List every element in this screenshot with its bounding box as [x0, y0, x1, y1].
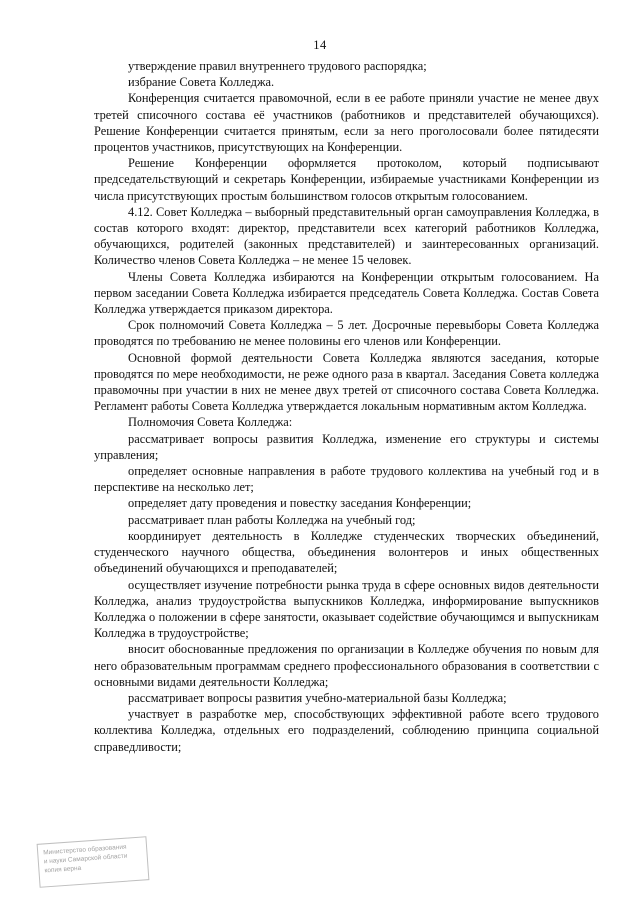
paragraph: рассматривает вопросы развития учебно-материальной базы Колледжа;	[128, 690, 507, 705]
paragraph: 4.12. Совет Колледжа – выборный представительный орган самоуправления Колледжа, в состав которого входят: директор, представители всех категорий работников Колледжа, обучающихся, родителей (законных представителей) и заинтересованных организаций. Количество членов Совета Колледжа – не менее 15 человек.	[94, 204, 599, 268]
paragraph: Основной формой деятельности Совета Колледжа являются заседания, которые проводятся по мере необходимости, не реже одного раза в квартал. Заседания Совета колледжа правомочны при участии в них не менее двух третей от списочного состава Совета Колледжа. Регламент работы Совета Колледжа утверждается локальным нормативным актом Колледжа.	[94, 350, 599, 414]
paragraph: утверждение правил внутреннего трудового распорядка;	[128, 59, 427, 73]
paragraph: Члены Совета Колледжа избираются на Конференции открытым голосованием. На первом заседании Совета Колледжа избирается председатель Совета Колледжа. Состав Совета Колледжа утверждается приказом директора.	[94, 269, 599, 317]
stamp-line: копия верна	[44, 864, 82, 875]
paragraph: Срок полномочий Совета Колледжа – 5 лет. Досрочные перевыборы Совета Колледжа проводятся по требованию не менее половины его членов или Конференции.	[94, 318, 599, 349]
stamp-line: Министерство образования	[43, 843, 127, 857]
certification-stamp	[37, 836, 150, 888]
paragraph: рассматривает вопросы развития Колледжа, изменение его структуры и системы управления;	[94, 431, 599, 462]
paragraph: Решение Конференции оформляется протоколом, который подписывают председательствующий и секретарь Конференции, избираемые участниками Конференции из числа присутствующих простым большинством голосов открытым голосованием.	[94, 156, 599, 203]
paragraph: Конференция считается правомочной, если в ее работе приняли участие не менее двух третей списочного состава её участников (работников и представителей обучающихся). Решение Конференции считается принятым, если за него проголосовали более пятидесяти процентов участников, присутствующих на Конференции.	[94, 91, 599, 155]
paragraph: определяет дату проведения и повестку заседания Конференции;	[128, 496, 472, 511]
paragraph: определяет основные направления в работе трудового коллектива на учебный год и в перспективе на несколько лет;	[94, 464, 599, 495]
paragraph: координирует деятельность в Колледже студенческих творческих объединений, студенческого научного общества, объединения волонтеров и иных общественных объединений обучающихся и преподавателей;	[94, 528, 599, 576]
paragraph: избрание Совета Колледжа.	[128, 75, 275, 90]
paragraph: Полномочия Совета Колледжа:	[128, 415, 293, 430]
body-text	[94, 58, 599, 755]
paragraph: участвует в разработке мер, способствующих эффективной работе всего трудового коллектива Колледжа, отдельных его подразделений, соблюдению принципа социальной справедливости;	[94, 707, 599, 754]
paragraph: рассматривает план работы Колледжа на учебный год;	[128, 512, 416, 527]
page-number: 14	[313, 38, 327, 52]
stamp-line: и науки Самарской области	[43, 852, 128, 866]
paragraph: вносит обоснованные предложения по организации в Колледже обучения по новым для него образовательным программам среднего профессионального образования в соответствии с основными видами деятельности Колледжа;	[94, 642, 599, 689]
paragraph: осуществляет изучение потребности рынка труда в сфере основных видов деятельности Колледжа, анализ трудоустройства выпускников Колледжа, информирование выпускников Колледжа о положении в сфере занятости, оказывает содействие обучающимся и выпускникам Колледжа в трудоустройстве;	[94, 577, 599, 641]
